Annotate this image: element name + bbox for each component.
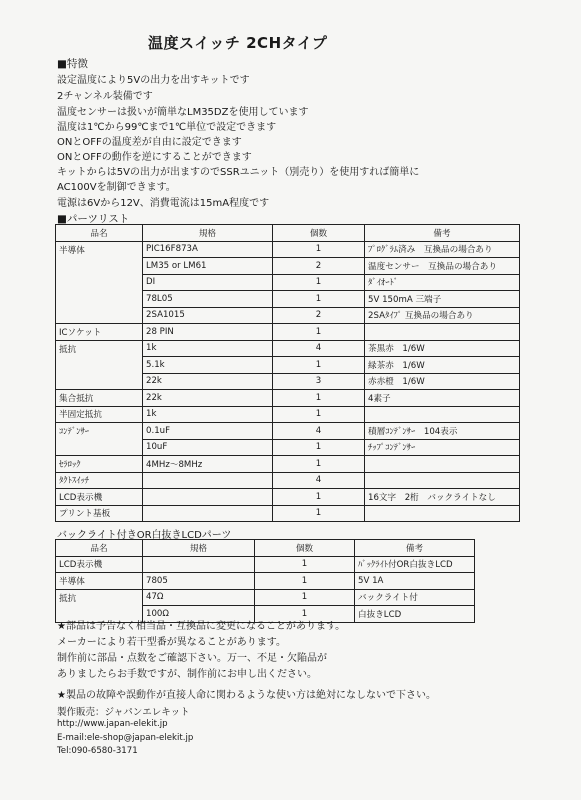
part-qty: 1: [273, 274, 365, 291]
part-spec: [143, 472, 273, 489]
part-spec: [143, 505, 273, 522]
feature-line: AC100Vを制御できます。: [57, 182, 176, 193]
part-note: 茶黒赤 1/6W: [365, 340, 520, 357]
table-row: [56, 489, 520, 506]
part-qty: 3: [273, 373, 365, 390]
part-spec: 1k: [143, 340, 273, 357]
feature-line: ONとOFFの温度差が自由に設定できます: [57, 137, 242, 148]
part-category: LCD表示機: [56, 489, 143, 506]
note-line: 制作前に部品・点数をご確認下さい。万一、不足・欠陥品が: [57, 653, 327, 664]
column-header: 備考: [355, 540, 475, 557]
table-row: [56, 556, 475, 573]
column-header: 品名: [56, 540, 143, 557]
phone-number: Tel:090-6580-3171: [57, 746, 138, 756]
feature-line: 設定温度により5Vの出力を出すキットです: [57, 75, 250, 86]
part-qty: 4: [273, 340, 365, 357]
table-row: [56, 241, 520, 258]
table-header-row: [56, 540, 475, 557]
column-header: 個数: [273, 225, 365, 242]
column-header: 規格: [143, 540, 255, 557]
feature-line: 電源は6Vから12V、消費電流は15mA程度です: [57, 198, 270, 209]
part-note: 緑茶赤 1/6W: [365, 357, 520, 374]
table-header-row: [56, 225, 520, 242]
part-category: [56, 307, 143, 324]
note-line: ありましたらお手数ですが、制作前にお申し出ください。: [57, 669, 317, 680]
parts-table: [55, 224, 520, 522]
part-note: [365, 406, 520, 423]
part-note: 5V 1A: [355, 573, 475, 590]
backlight-parts-table: [55, 539, 475, 623]
feature-line: 温度は1℃から99℃まで1℃単位で設定できます: [57, 122, 277, 133]
note-line: ★部品は予告なく相当品・互換品に変更になることがあります。: [57, 621, 346, 632]
feature-line: キットからは5Vの出力が出ますのでSSRユニット（別売り）を使用すれば簡単に: [57, 167, 420, 178]
part-spec: [143, 489, 273, 506]
part-spec: LM35 or LM61: [143, 258, 273, 275]
part-category: [56, 258, 143, 275]
note-line: メーカーにより若干型番が異なることがあります。: [57, 637, 286, 648]
column-header: 個数: [255, 540, 355, 557]
table-row: [56, 423, 520, 440]
part-note: 5V 150mA 三端子: [365, 291, 520, 308]
part-qty: 1: [255, 573, 355, 590]
part-category: [56, 357, 143, 374]
part-note: ﾁｯﾌﾟｺﾝﾃﾞﾝｻｰ: [365, 439, 520, 456]
part-note: 2SAﾀｲﾌﾟ 互換品の場合あり: [365, 307, 520, 324]
part-category: ICソケット: [56, 324, 143, 341]
website-url[interactable]: http://www.japan-elekit.jp: [57, 719, 168, 729]
table-row: [56, 324, 520, 341]
part-spec: 5.1k: [143, 357, 273, 374]
part-qty: 1: [273, 324, 365, 341]
table-row: [56, 291, 520, 308]
table-row: [56, 357, 520, 374]
part-category: ｺﾝﾃﾞﾝｻｰ: [56, 423, 143, 440]
part-note: 4素子: [365, 390, 520, 407]
part-category: [56, 373, 143, 390]
table-row: [56, 390, 520, 407]
part-note: 白抜きLCD: [355, 606, 475, 623]
part-category: 抵抗: [56, 340, 143, 357]
part-note: [365, 324, 520, 341]
part-category: プリント基板: [56, 505, 143, 522]
part-note: [365, 472, 520, 489]
part-note: ﾀﾞｲｵｰﾄﾞ: [365, 274, 520, 291]
part-category: ｾﾗﾛｯｸ: [56, 456, 143, 473]
part-qty: 1: [273, 505, 365, 522]
table-row: [56, 406, 520, 423]
part-spec: 2SA1015: [143, 307, 273, 324]
part-qty: 1: [273, 489, 365, 506]
part-qty: 2: [273, 307, 365, 324]
part-note: ﾌﾟﾛｸﾞﾗﾑ済み 互換品の場合あり: [365, 241, 520, 258]
part-qty: 4: [273, 472, 365, 489]
table-row: [56, 274, 520, 291]
part-qty: 1: [273, 439, 365, 456]
part-qty: 1: [255, 556, 355, 573]
column-header: 規格: [143, 225, 273, 242]
table-row: [56, 505, 520, 522]
column-header: 備考: [365, 225, 520, 242]
part-spec: 47Ω: [143, 589, 255, 606]
part-note: [365, 456, 520, 473]
part-spec: [143, 556, 255, 573]
part-note: バックライト付: [355, 589, 475, 606]
part-note: ﾊﾞｯｸﾗｲﾄ付OR白抜きLCD: [355, 556, 475, 573]
part-category: [56, 439, 143, 456]
part-qty: 1: [255, 606, 355, 623]
features-heading: ■特徴: [57, 58, 88, 70]
table-row: [56, 307, 520, 324]
note-line: ★製品の故障や誤動作が直接人命に関わるような使い方は絶対になしないで下さい。: [57, 690, 436, 701]
feature-line: 温度センサーは扱いが簡単なLM35DZを使用しています: [57, 107, 309, 118]
email-address[interactable]: E-mail:ele-shop@japan-elekit.jp: [57, 733, 194, 743]
part-spec: 78L05: [143, 291, 273, 308]
table-row: [56, 456, 520, 473]
part-category: 半導体: [56, 241, 143, 258]
part-qty: 1: [273, 456, 365, 473]
part-category: [56, 291, 143, 308]
part-note: [365, 505, 520, 522]
table-row: [56, 258, 520, 275]
part-spec: 100Ω: [143, 606, 255, 623]
part-note: 積層ｺﾝﾃﾞﾝｻｰ 104表示: [365, 423, 520, 440]
part-note: 赤赤橙 1/6W: [365, 373, 520, 390]
column-header: 品名: [56, 225, 143, 242]
table-row: [56, 589, 475, 606]
part-spec: 10uF: [143, 439, 273, 456]
part-qty: 1: [255, 589, 355, 606]
part-qty: 1: [273, 406, 365, 423]
part-qty: 4: [273, 423, 365, 440]
part-qty: 1: [273, 390, 365, 407]
part-note: 16文字 2桁 バックライトなし: [365, 489, 520, 506]
table-row: [56, 373, 520, 390]
part-spec: 4MHz～8MHz: [143, 456, 273, 473]
part-spec: 0.1uF: [143, 423, 273, 440]
part-qty: 2: [273, 258, 365, 275]
table-row: [56, 573, 475, 590]
part-spec: 28 PIN: [143, 324, 273, 341]
part-category: 集合抵抗: [56, 390, 143, 407]
part-spec: 22k: [143, 390, 273, 407]
part-qty: 1: [273, 291, 365, 308]
part-qty: 1: [273, 241, 365, 258]
part-spec: 7805: [143, 573, 255, 590]
part-category: 抵抗: [56, 589, 143, 606]
part-note: 温度センサー 互換品の場合あり: [365, 258, 520, 275]
parts-heading: ■パーツリスト: [57, 213, 130, 225]
part-spec: 22k: [143, 373, 273, 390]
part-spec: 1k: [143, 406, 273, 423]
part-category: 半導体: [56, 573, 143, 590]
table-row: [56, 472, 520, 489]
part-category: [56, 274, 143, 291]
table-row: [56, 439, 520, 456]
feature-line: ONとOFFの動作を逆にすることができます: [57, 152, 252, 163]
part-category: ﾀｸﾄｽｲｯﾁ: [56, 472, 143, 489]
part-category: 半固定抵抗: [56, 406, 143, 423]
part-spec: PIC16F873A: [143, 241, 273, 258]
part-qty: 1: [273, 357, 365, 374]
backlight-heading: バックライト付きOR白抜きLCDパーツ: [57, 530, 232, 541]
document-title: 温度スイッチ 2CHタイプ: [148, 34, 328, 52]
seller-name: 製作販売：ジャパンエレキット: [57, 707, 190, 718]
table-row: [56, 340, 520, 357]
feature-line: 2チャンネル装備です: [57, 91, 153, 102]
part-spec: DI: [143, 274, 273, 291]
part-category: LCD表示機: [56, 556, 143, 573]
